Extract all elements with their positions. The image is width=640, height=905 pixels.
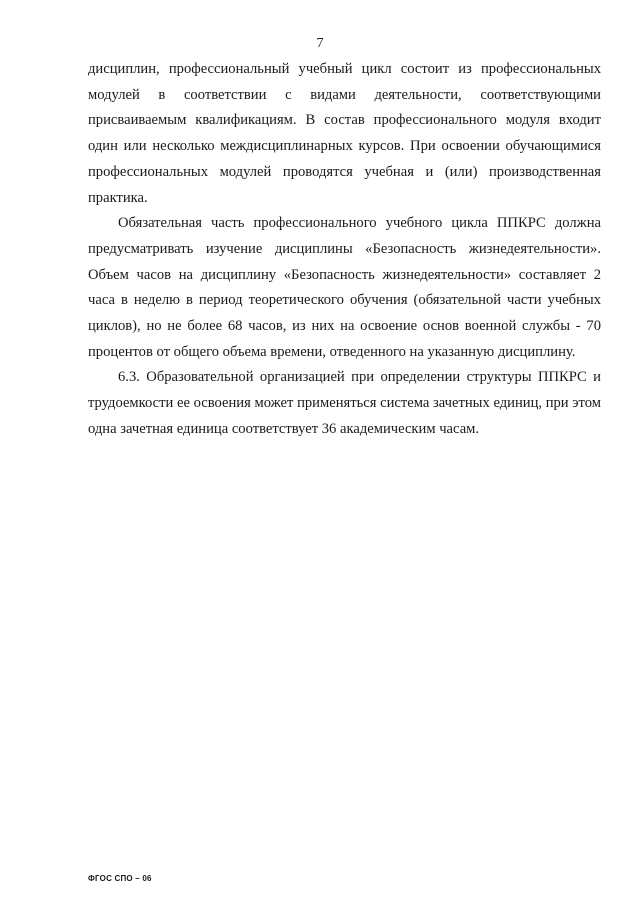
- footer-document-code: ФГОС СПО – 06: [88, 874, 152, 883]
- paragraph-credit-units: 6.3. Образовательной организацией при определении структуры ППКРС и трудоемкости ее освоения может применяться система зачетных единиц, при этом одна зачетная единица соответствует 36 академическим часам.: [88, 369, 601, 437]
- page-number: 7: [316, 36, 324, 51]
- document-body: [88, 57, 601, 443]
- paragraph-bzhd-requirement: Обязательная часть профессионального учебного цикла ППКРС должна предусматривать изучение дисциплины «Безопасность жизнедеятельности». Объем часов на дисциплину «Безопасность жизнедеятельности» составляет 2 часа в неделю в период теоретического обучения (обязательной части учебных циклов), но не более 68 часов, из них на освоение основ военной службы - 70 процентов от общего объема времени, отведенного на указанную дисциплину.: [88, 215, 601, 360]
- paragraph-continuation: дисциплин, профессиональный учебный цикл состоит из профессиональных модулей в соответствии с видами деятельности, соответствующими присваиваемым квалификациям. В состав профессионального модуля входит один или несколько междисциплинарных курсов. При освоении обучающимися профессиональных модулей проводятся учебная и (или) производственная практика.: [88, 61, 601, 206]
